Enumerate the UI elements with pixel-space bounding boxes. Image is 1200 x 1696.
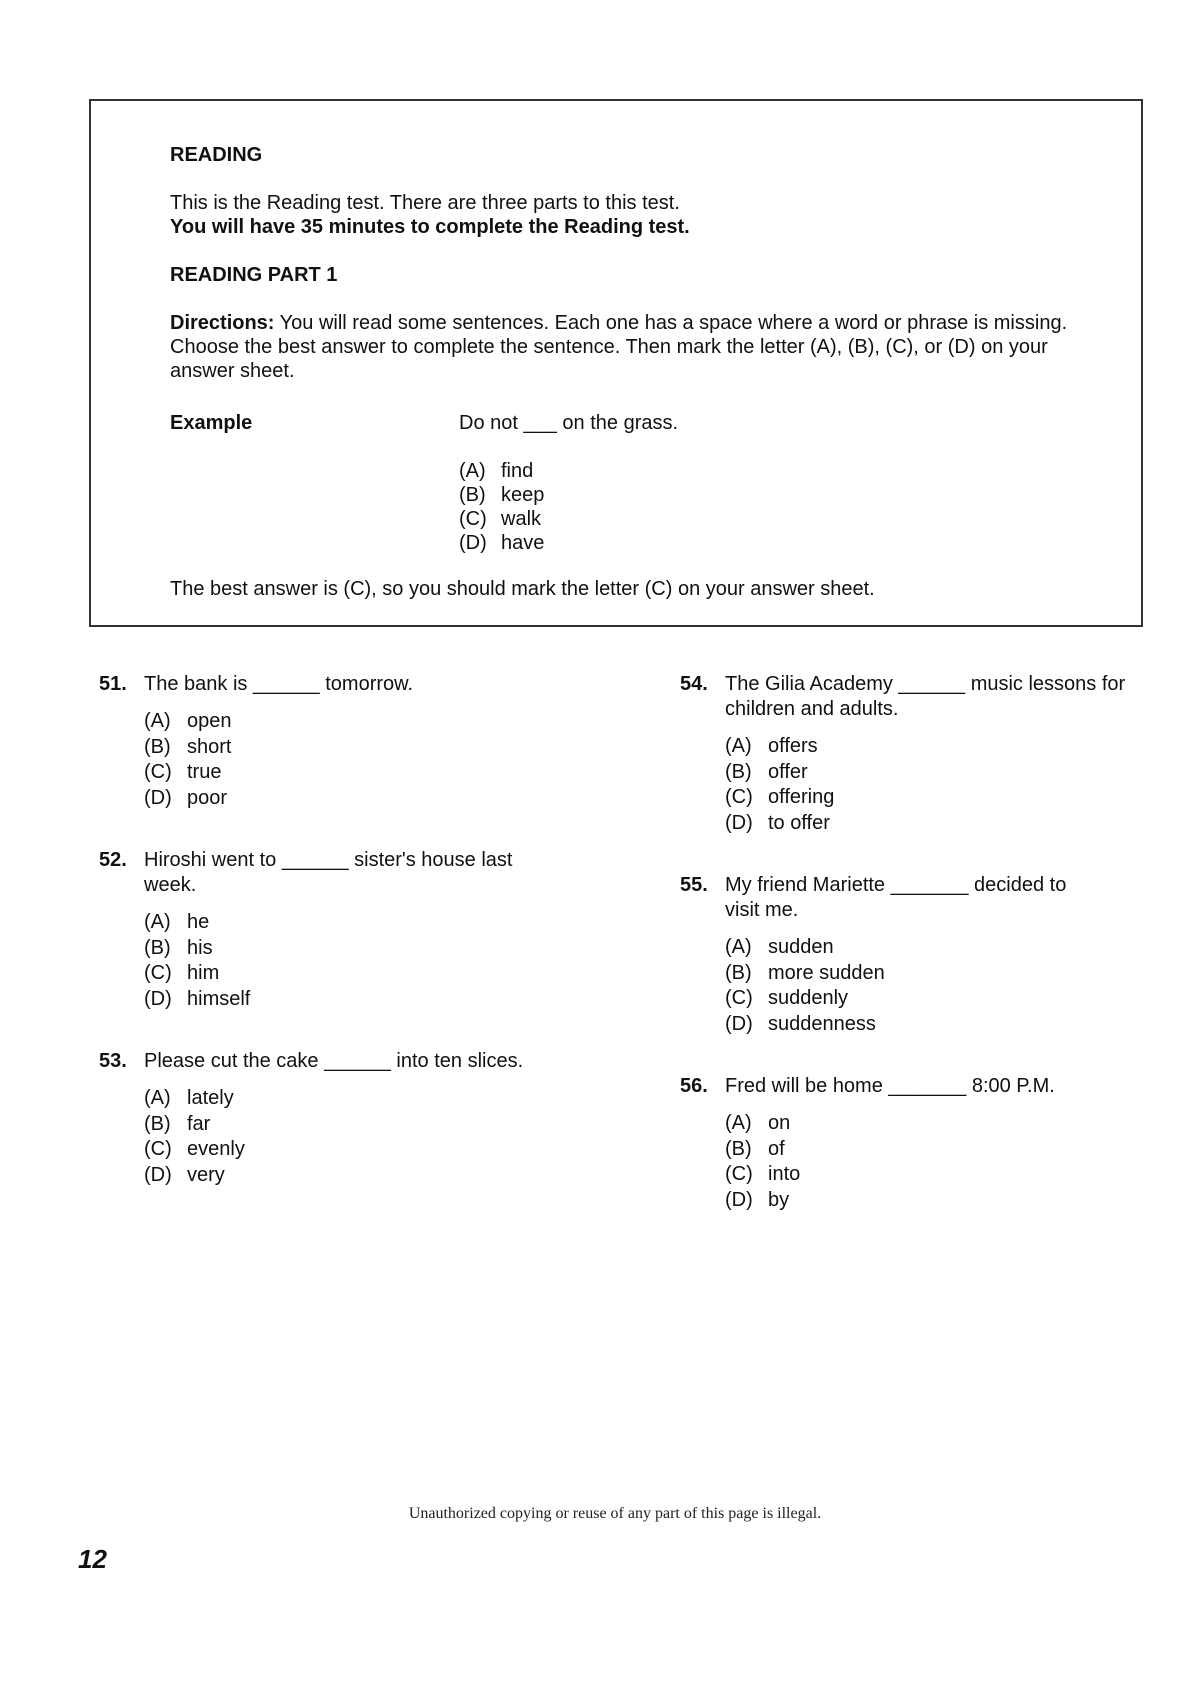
question-52	[99, 848, 619, 1012]
example-option	[459, 483, 678, 507]
option-letter: (B)	[144, 936, 171, 959]
option-letter: (D)	[144, 987, 172, 1010]
answer-option	[144, 1112, 619, 1138]
answer-option	[144, 735, 619, 761]
answer-option	[144, 1163, 619, 1189]
option-letter: (A)	[144, 1087, 171, 1109]
option-text: by	[768, 1188, 790, 1211]
answer-options	[725, 1111, 1160, 1213]
option-text: to offer	[768, 811, 830, 834]
option-letter: (C)	[459, 508, 487, 530]
directions-label: Directions:	[170, 312, 275, 334]
option-letter: (A)	[725, 936, 752, 958]
option-letter: (C)	[144, 761, 172, 783]
option-text: suddenness	[768, 1012, 876, 1035]
option-letter: (A)	[459, 460, 486, 482]
answer-option	[725, 1162, 1160, 1188]
option-text: offers	[768, 735, 818, 757]
intro-text	[170, 191, 1141, 239]
answer-option	[725, 1111, 1160, 1137]
answer-option	[725, 734, 1160, 760]
answer-options	[144, 709, 619, 811]
option-text: offer	[768, 760, 808, 783]
example-options	[459, 459, 678, 555]
option-letter: (C)	[144, 962, 172, 984]
question-number: 55.	[680, 874, 708, 896]
option-letter: (B)	[725, 1137, 752, 1160]
answer-option	[144, 961, 619, 987]
option-text: his	[187, 936, 213, 959]
instructions-box	[89, 99, 1143, 627]
example-content	[459, 411, 678, 555]
example-sentence: Do not ___ on the grass.	[459, 412, 679, 434]
question-number: 52.	[99, 849, 127, 871]
questions-column-right	[680, 672, 1160, 1250]
option-text: sudden	[768, 936, 834, 958]
question-number: 56.	[680, 1075, 708, 1097]
option-letter: (C)	[144, 1138, 172, 1160]
answer-option	[144, 936, 619, 962]
option-text: very	[187, 1163, 225, 1186]
option-text: true	[187, 761, 222, 783]
answer-option	[144, 709, 619, 735]
option-letter: (B)	[144, 735, 171, 758]
answer-options	[725, 734, 1160, 836]
question-stem: The bank is ______ tomorrow.	[144, 673, 414, 695]
option-letter: (C)	[725, 987, 753, 1009]
time-limit-note: You will have 35 minutes to complete the Reading test.	[170, 216, 690, 238]
questions-column-left	[99, 672, 619, 1225]
option-letter: (A)	[144, 911, 171, 933]
option-text: himself	[187, 987, 251, 1010]
directions	[170, 311, 1070, 383]
copyright-notice: Unauthorized copying or reuse of any part of this page is illegal.	[408, 1505, 822, 1522]
option-text: suddenly	[768, 987, 849, 1009]
option-text: poor	[187, 786, 228, 809]
option-letter: (D)	[725, 811, 753, 834]
answer-option	[725, 1012, 1160, 1038]
example-option	[459, 507, 678, 531]
option-letter: (C)	[725, 1163, 753, 1185]
option-text: far	[187, 1112, 211, 1135]
option-text: into	[768, 1163, 801, 1185]
question-stem: My friend Mariette _______ decided to visit me.	[725, 874, 1067, 921]
directions-text: You will read some sentences. Each one has a space where a word or phrase is missing. Choose the best answer to complete the sentence. Then mark the letter (A), (B), (C), or (D) on your answer sheet.	[170, 312, 1068, 382]
option-letter: (B)	[725, 961, 752, 984]
option-letter: (D)	[725, 1188, 753, 1211]
intro-line: This is the Reading test. There are three parts to this test.	[170, 192, 680, 214]
answer-option	[725, 1137, 1160, 1163]
answer-option	[144, 786, 619, 812]
option-letter: (D)	[459, 532, 487, 554]
option-text: lately	[187, 1087, 234, 1109]
page-number: 12	[78, 1544, 107, 1574]
option-letter: (A)	[144, 710, 171, 732]
answer-option	[725, 935, 1160, 961]
answer-option	[725, 811, 1160, 837]
part-heading: READING PART 1	[170, 264, 338, 286]
example-block	[170, 411, 1141, 561]
question-56	[680, 1074, 1160, 1213]
answer-options	[144, 910, 619, 1012]
question-51	[99, 672, 619, 811]
question-number: 51.	[99, 673, 127, 695]
option-text: of	[768, 1137, 785, 1160]
example-option	[459, 459, 678, 483]
question-stem: The Gilia Academy ______ music lessons for children and adults.	[725, 673, 1126, 720]
option-text: him	[187, 962, 220, 984]
answer-option	[144, 760, 619, 786]
option-text: short	[187, 735, 232, 758]
answer-option	[725, 961, 1160, 987]
option-text: offering	[768, 786, 835, 808]
option-text: walk	[501, 508, 542, 530]
example-option	[459, 531, 678, 555]
option-text: keep	[501, 484, 545, 506]
answer-option	[144, 1137, 619, 1163]
question-54	[680, 672, 1160, 836]
question-stem: Hiroshi went to ______ sister's house last week.	[144, 849, 513, 896]
option-letter: (B)	[725, 760, 752, 783]
question-number: 53.	[99, 1050, 127, 1072]
option-letter: (D)	[144, 786, 172, 809]
answer-option	[725, 785, 1160, 811]
answer-option	[144, 1086, 619, 1112]
option-letter: (D)	[144, 1163, 172, 1186]
answer-option	[144, 987, 619, 1013]
option-letter: (B)	[459, 484, 486, 506]
question-53	[99, 1049, 619, 1188]
answer-option	[144, 910, 619, 936]
best-answer-note: The best answer is (C), so you should mark the letter (C) on your answer sheet.	[170, 578, 875, 600]
answer-option	[725, 986, 1160, 1012]
example-label: Example	[170, 412, 253, 434]
answer-option	[725, 1188, 1160, 1214]
option-letter: (B)	[144, 1112, 171, 1135]
option-text: have	[501, 532, 545, 554]
answer-options	[725, 935, 1160, 1037]
option-letter: (C)	[725, 786, 753, 808]
option-letter: (D)	[725, 1012, 753, 1035]
option-text: evenly	[187, 1138, 245, 1160]
section-heading: READING	[170, 144, 263, 166]
answer-options	[144, 1086, 619, 1188]
option-letter: (A)	[725, 1112, 752, 1134]
option-text: he	[187, 911, 210, 933]
option-text: on	[768, 1112, 791, 1134]
question-number: 54.	[680, 673, 708, 695]
option-text: find	[501, 460, 534, 482]
question-stem: Please cut the cake ______ into ten slices.	[144, 1050, 524, 1072]
question-55	[680, 873, 1160, 1037]
answer-option	[725, 760, 1160, 786]
option-letter: (A)	[725, 735, 752, 757]
question-stem: Fred will be home _______ 8:00 P.M.	[725, 1075, 1055, 1097]
option-text: more sudden	[768, 961, 885, 984]
option-text: open	[187, 710, 232, 732]
